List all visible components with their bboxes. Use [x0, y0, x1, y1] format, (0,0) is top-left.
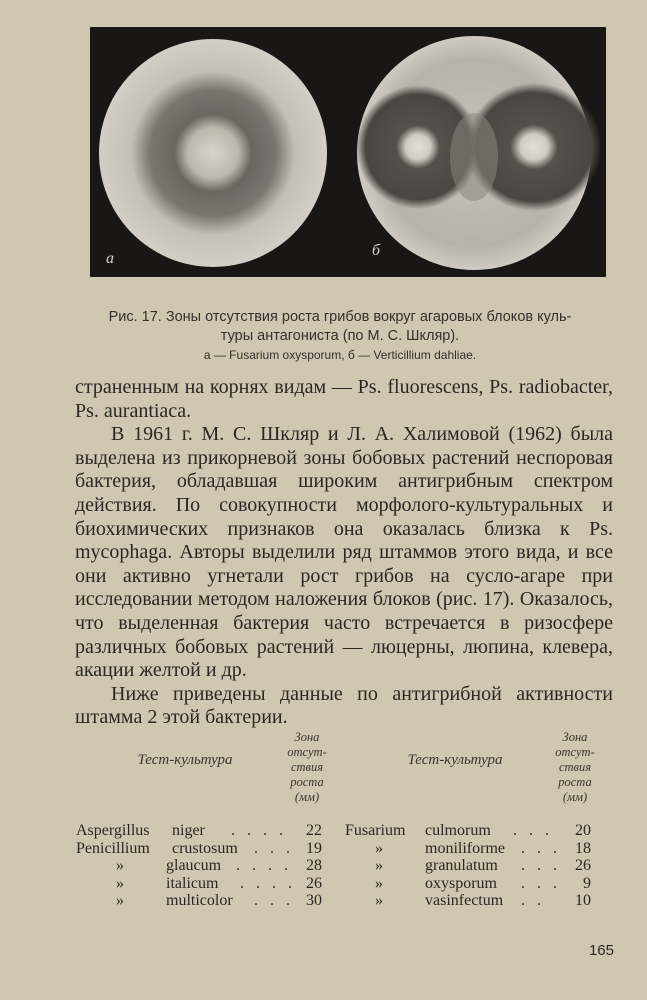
- zone-header-line: роста: [290, 775, 324, 789]
- genus: Aspergillus: [76, 822, 150, 839]
- figure-caption: [60, 308, 620, 364]
- zone-value: 10: [575, 892, 591, 910]
- genus-ditto: »: [116, 892, 124, 910]
- zone-header-line: отсут-: [555, 745, 595, 759]
- species: niger: [172, 822, 205, 839]
- table-row: [345, 857, 595, 875]
- species: vasinfectum: [425, 892, 504, 910]
- zone-value: 28: [306, 857, 322, 875]
- leader-dots: . . . .: [231, 822, 287, 839]
- zone-header-line: отсут-: [287, 745, 327, 759]
- zone-value: 19: [306, 839, 322, 857]
- table-header-culture-right: Тест-культура: [407, 752, 503, 768]
- zone-header-line: Зона: [294, 730, 320, 744]
- genus-ditto: »: [116, 874, 124, 892]
- genus-ditto: »: [375, 892, 383, 910]
- paragraph-3: Ниже приведены данные по антигрибной активности штамма 2 этой бактерии.: [75, 682, 613, 729]
- page-number: 165: [588, 942, 614, 959]
- leader-dots: . . .: [513, 822, 553, 839]
- zone-header-line: (мм): [294, 790, 320, 804]
- label-a: а: [106, 250, 114, 267]
- body-text: [75, 376, 613, 730]
- table-row: [76, 840, 326, 858]
- species: multicolor: [166, 892, 233, 910]
- zone-header-line: роста: [558, 775, 592, 789]
- zone-value: 26: [306, 874, 322, 892]
- zone-header-line: ствия: [290, 760, 324, 774]
- table-row: [345, 822, 595, 840]
- leader-dots: . . .: [521, 874, 561, 892]
- caption-line-1: Рис. 17. Зоны отсутствия роста грибов вокруг агаровых блоков куль-: [108, 309, 572, 325]
- leader-dots: . .: [521, 892, 545, 910]
- table-row: [76, 875, 326, 893]
- species: moniliforme: [425, 839, 505, 857]
- label-b: б: [372, 242, 381, 259]
- zone-value: 9: [583, 874, 591, 892]
- zone-value: 20: [575, 822, 591, 839]
- table-header-culture-left: Тест-культура: [137, 752, 233, 768]
- genus-ditto: »: [375, 874, 383, 892]
- genus-ditto: »: [375, 857, 383, 875]
- zone-value: 26: [575, 857, 591, 875]
- caption-line-3: а — Fusarium oxysporum, б — Verticillium dahliae.: [203, 348, 477, 362]
- paragraph-2: В 1961 г. М. С. Шкляр и Л. А. Халимовой (1962) была выделена из прикорневой зоны бобовых растений неспоровая бактерия, обладавшая широким антигрибным спектром действия. По совокупности морфолого-культуральных и биохимических признаков она оказалась близка к Ps. mycophaga. Авторы выделили ряд штаммов этого вида, и все они активно угнетали рост грибов на сусло-агаре при исследовании методом наложения блоков (рис. 17). Оказалось, что выделенная бактерия часто встречается в ризосфере различных бобовых растений — люцерны, люпина, клевера, акации желтой и др.: [75, 423, 613, 682]
- table-row: [76, 892, 326, 910]
- leader-dots: . . .: [254, 839, 294, 857]
- table-row: [345, 840, 595, 858]
- species: glaucum: [166, 857, 222, 875]
- genus: Penicillium: [76, 839, 150, 857]
- caption-line-2: туры антагониста (по М. С. Шкляр).: [220, 328, 460, 344]
- paragraph-1: страненным на корнях видам — Ps. fluorescens, Ps. radiobacter, Ps. aurantiaca.: [75, 376, 613, 422]
- figure-photo: [90, 27, 606, 277]
- table-row: [76, 822, 326, 840]
- leader-dots: . . . .: [236, 857, 292, 875]
- table-row: [345, 892, 595, 910]
- table-row: [76, 857, 326, 875]
- zone-header-line: Зона: [562, 730, 588, 744]
- dish-a: [99, 39, 327, 267]
- table-left: [76, 822, 326, 910]
- leader-dots: . . .: [521, 839, 561, 857]
- species: italicum: [166, 874, 219, 892]
- species: granulatum: [425, 857, 498, 875]
- petri-dishes-image: [90, 27, 606, 277]
- table-right: [345, 822, 595, 910]
- leader-dots: . . .: [521, 857, 561, 875]
- genus-ditto: »: [116, 857, 124, 875]
- leader-dots: . . . .: [240, 874, 296, 892]
- genus-ditto: »: [375, 839, 383, 857]
- zone-value: 22: [306, 822, 322, 839]
- table-header-zone-left: [272, 730, 342, 805]
- species: culmorum: [425, 822, 491, 839]
- species: crustosum: [172, 839, 238, 857]
- leader-dots: . . .: [254, 892, 294, 910]
- zone-header-line: ствия: [558, 760, 592, 774]
- zone-value: 18: [575, 839, 591, 857]
- zone-header-line: (мм): [562, 790, 588, 804]
- species: oxysporum: [425, 874, 497, 892]
- table-row: [345, 875, 595, 893]
- zone-value: 30: [306, 892, 322, 910]
- table-header-zone-right: [540, 730, 610, 805]
- genus: Fusarium: [345, 822, 406, 839]
